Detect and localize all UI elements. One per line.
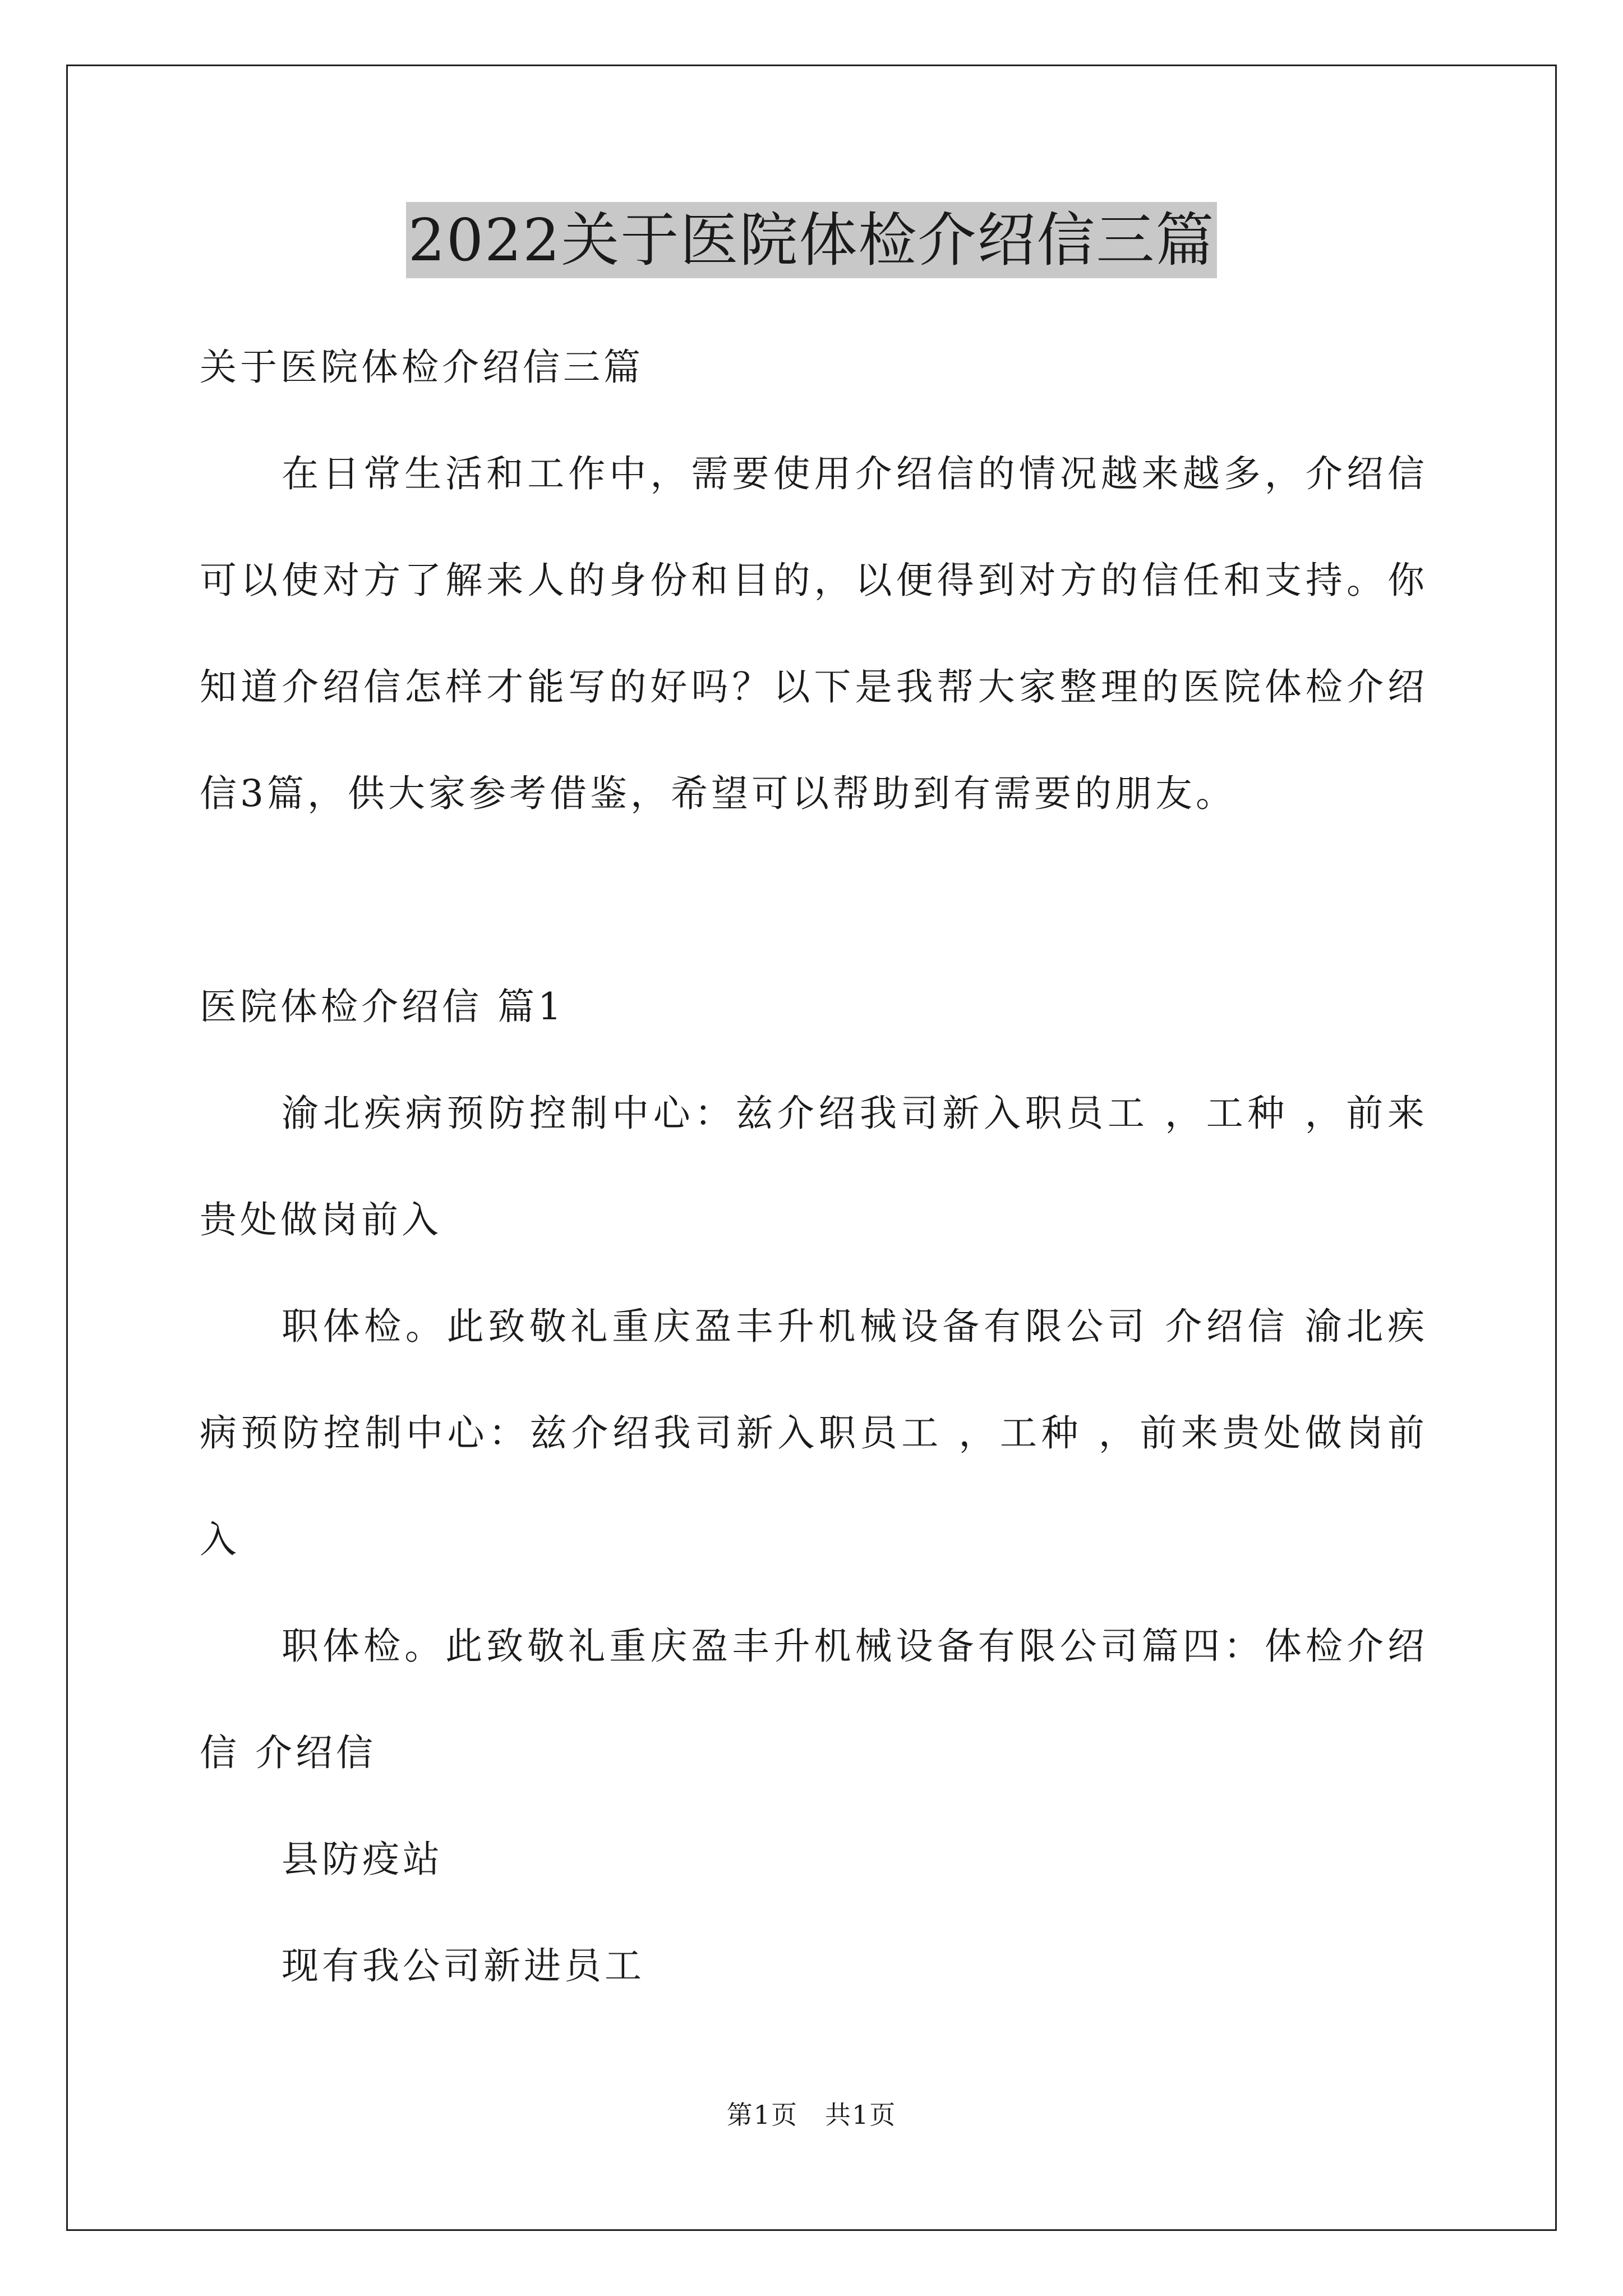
page-number: 第1页	[726, 2100, 798, 2130]
document-title: 2022关于医院体检介绍信三篇	[406, 202, 1218, 278]
intro-paragraph: 在日常生活和工作中，需要使用介绍信的情况越来越多，介绍信可以使对方了解来人的身份和目的，以便得到对方的信任和支持。你知道介绍信怎样才能写的好吗？以下是我帮大家整理的医院体检介绍信3篇，供大家参考借鉴，希望可以帮助到有需要的朋友。	[200, 452, 1428, 815]
body-paragraph-3: 职体检。此致敬礼重庆盈丰升机械设备有限公司篇四：体检介绍信 介绍信	[200, 1625, 1428, 1774]
body-paragraph-4: 县防疫站	[282, 1838, 443, 1881]
subtitle: 关于医院体检介绍信三篇	[200, 346, 644, 389]
section-heading: 医院体检介绍信 篇1	[200, 985, 565, 1028]
document-body	[200, 314, 1428, 2019]
title-container	[0, 202, 1623, 278]
page-footer	[0, 2098, 1623, 2132]
body-paragraph-2: 职体检。此致敬礼重庆盈丰升机械设备有限公司 介绍信 渝北疾病预防控制中心：兹介绍我司新入职员工 ，工种 ，前来贵处做岗前入	[200, 1305, 1428, 1561]
page-total: 共1页	[825, 2100, 897, 2130]
body-paragraph-5: 现有我公司新进员工	[282, 1944, 645, 1987]
body-paragraph-1: 渝北疾病预防控制中心：兹介绍我司新入职员工 ，工种 ，前来贵处做岗前入	[200, 1092, 1428, 1241]
